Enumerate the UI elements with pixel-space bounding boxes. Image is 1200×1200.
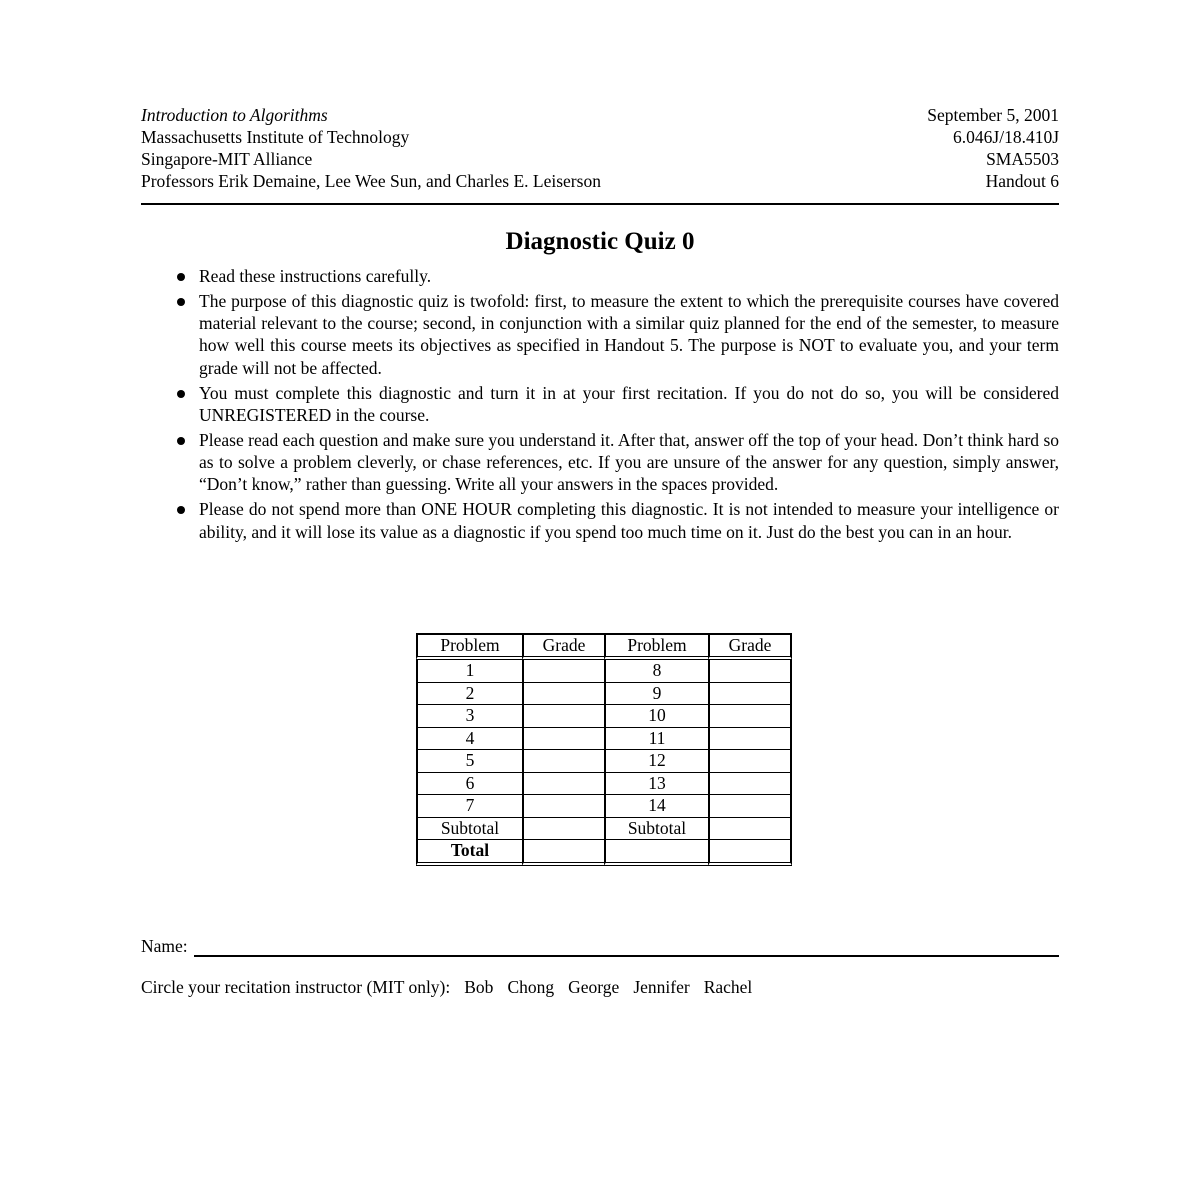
grade-cell[interactable] bbox=[708, 660, 792, 683]
date: September 5, 2001 bbox=[927, 105, 1059, 125]
alliance: Singapore-MIT Alliance bbox=[141, 149, 313, 169]
instructions-list bbox=[141, 265, 1059, 543]
table-row bbox=[416, 660, 792, 683]
problem-number: 5 bbox=[416, 750, 522, 773]
instructor-option-rachel[interactable]: Rachel bbox=[703, 977, 753, 997]
instructor-option-jennifer[interactable]: Jennifer bbox=[633, 977, 690, 997]
instruction-item: Read these instructions carefully. bbox=[141, 265, 1059, 287]
header-row-4 bbox=[141, 170, 1059, 192]
handout-number: Handout 6 bbox=[985, 171, 1059, 191]
problem-number: 4 bbox=[416, 728, 522, 751]
grade-cell[interactable] bbox=[708, 683, 792, 706]
table-row bbox=[416, 773, 792, 796]
problem-number: 7 bbox=[416, 795, 522, 818]
total-label: Total bbox=[416, 840, 522, 866]
bullet-icon bbox=[177, 437, 185, 445]
course-number: 6.046J/18.410J bbox=[953, 127, 1059, 147]
grade-cell[interactable] bbox=[522, 660, 604, 683]
header-row-3 bbox=[141, 148, 1059, 170]
grade-cell[interactable] bbox=[522, 750, 604, 773]
instructor-option-chong[interactable]: Chong bbox=[507, 977, 555, 997]
table-row bbox=[416, 705, 792, 728]
grade-cell[interactable] bbox=[708, 728, 792, 751]
name-field bbox=[141, 936, 1059, 957]
bullet-icon bbox=[177, 506, 185, 514]
subtotal-label: Subtotal bbox=[416, 818, 522, 841]
problem-number: 3 bbox=[416, 705, 522, 728]
problem-number: 10 bbox=[604, 705, 708, 728]
grade-cell[interactable] bbox=[522, 773, 604, 796]
problem-number: 2 bbox=[416, 683, 522, 706]
header-divider bbox=[141, 203, 1059, 205]
column-header: Problem bbox=[604, 633, 708, 660]
page-title: Diagnostic Quiz 0 bbox=[505, 228, 695, 255]
problem-number: 8 bbox=[604, 660, 708, 683]
institution: Massachusetts Institute of Technology bbox=[141, 127, 410, 147]
name-input-line[interactable] bbox=[194, 937, 1059, 957]
instructor-option-bob[interactable]: Bob bbox=[464, 977, 494, 997]
recitation-instructor-line bbox=[141, 977, 752, 998]
problem-number: 9 bbox=[604, 683, 708, 706]
bullet-icon bbox=[177, 273, 185, 281]
header-row-1 bbox=[141, 104, 1059, 126]
document-page bbox=[141, 104, 1059, 997]
bullet-icon bbox=[177, 390, 185, 398]
grade-cell[interactable] bbox=[522, 705, 604, 728]
subtotal-cell[interactable] bbox=[522, 818, 604, 841]
grade-table-container bbox=[416, 633, 792, 866]
bullet-icon bbox=[177, 298, 185, 306]
subtotal-label: Subtotal bbox=[604, 818, 708, 841]
problem-number: 6 bbox=[416, 773, 522, 796]
instruction-item: You must complete this diagnostic and turn it in at your first recitation. If you do not do so, you will be considered UNREGISTERED in the course. bbox=[141, 382, 1059, 427]
instruction-item: Please do not spend more than ONE HOUR completing this diagnostic. It is not intended to measure your intelligence or ability, and it will lose its value as a diagnostic if you spend too much time on it. Just do the best you can in an hour. bbox=[141, 498, 1059, 543]
column-header: Grade bbox=[522, 633, 604, 660]
table-row-subtotal bbox=[416, 818, 792, 841]
column-header: Problem bbox=[416, 633, 522, 660]
table-row bbox=[416, 750, 792, 773]
name-label: Name: bbox=[141, 936, 188, 956]
table-row-total bbox=[416, 840, 792, 866]
grade-cell[interactable] bbox=[522, 728, 604, 751]
table-row bbox=[416, 728, 792, 751]
grade-cell[interactable] bbox=[708, 773, 792, 796]
header-row-2 bbox=[141, 126, 1059, 148]
recitation-prompt: Circle your recitation instructor (MIT only): bbox=[141, 977, 451, 997]
grade-cell[interactable] bbox=[708, 795, 792, 818]
total-cell[interactable] bbox=[708, 840, 792, 866]
course-name: Introduction to Algorithms bbox=[141, 105, 328, 125]
problem-number: 12 bbox=[604, 750, 708, 773]
problem-number: 13 bbox=[604, 773, 708, 796]
total-cell[interactable] bbox=[604, 840, 708, 866]
grade-cell[interactable] bbox=[522, 683, 604, 706]
total-cell[interactable] bbox=[522, 840, 604, 866]
professors: Professors Erik Demaine, Lee Wee Sun, and Charles E. Leiserson bbox=[141, 171, 601, 191]
grade-cell[interactable] bbox=[708, 750, 792, 773]
table-row bbox=[416, 683, 792, 706]
problem-number: 1 bbox=[416, 660, 522, 683]
grade-cell[interactable] bbox=[522, 795, 604, 818]
subtotal-cell[interactable] bbox=[708, 818, 792, 841]
column-header: Grade bbox=[708, 633, 792, 660]
table-header-row bbox=[416, 633, 792, 660]
problem-number: 11 bbox=[604, 728, 708, 751]
instruction-item: The purpose of this diagnostic quiz is twofold: first, to measure the extent to which the prerequisite courses have covered material relevant to the course; second, in conjunction with a similar quiz planned for the end of the semester, to measure how well this course meets its objectives as specified in Handout 5. The purpose is NOT to evaluate you, and your term grade will not be affected. bbox=[141, 290, 1059, 379]
grade-cell[interactable] bbox=[708, 705, 792, 728]
problem-number: 14 bbox=[604, 795, 708, 818]
instruction-item: Please read each question and make sure you understand it. After that, answer off the top of your head. Don’t think hard so as to solve a problem cleverly, or chase references, etc. If you are unsure of the answer for any question, simply answer, “Don’t know,” rather than guessing. Write all your answers in the spaces provided. bbox=[141, 429, 1059, 496]
table-row bbox=[416, 795, 792, 818]
instructor-option-george[interactable]: George bbox=[568, 977, 620, 997]
sma-code: SMA5503 bbox=[986, 149, 1059, 169]
grade-table bbox=[416, 633, 792, 866]
